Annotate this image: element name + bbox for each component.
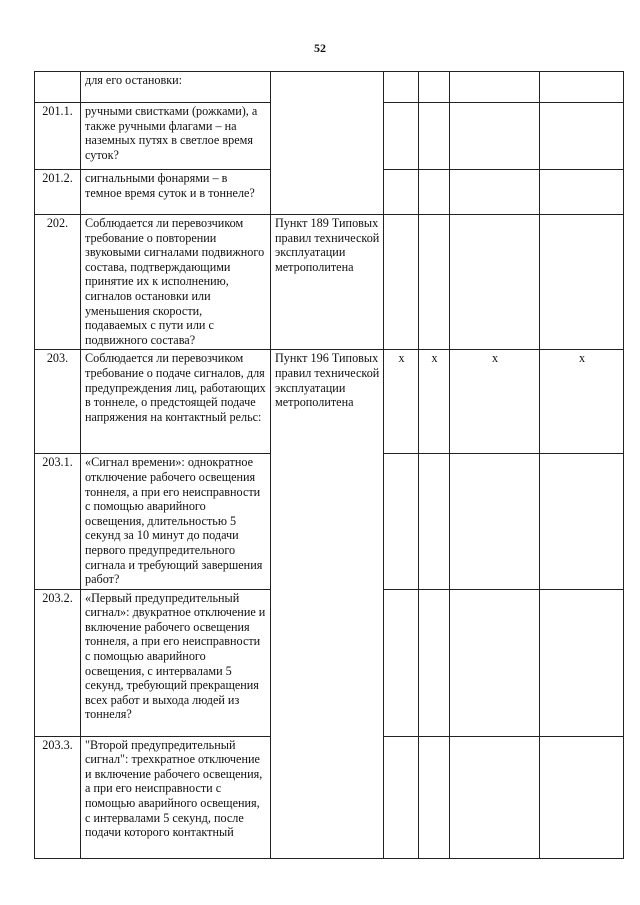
norm-reference — [271, 72, 384, 215]
answer-cell — [450, 215, 540, 350]
answer-cell — [419, 103, 450, 170]
note-cell — [540, 736, 624, 858]
answer-cell — [450, 736, 540, 858]
row-number: 203.2. — [35, 589, 81, 736]
answer-cell — [384, 736, 419, 858]
answer-cell — [419, 170, 450, 215]
answer-cell — [419, 72, 450, 103]
answer-cell — [384, 170, 419, 215]
row-number: 203. — [35, 350, 81, 454]
question-text: «Сигнал времени»: однократное отключение рабочего освещения тоннеля, а при его неисправности с помощью аварийного освещения, длительностью 5 секунд за 10 минут до подачи первого предупредительного сигнала и требующий завершения работ? — [81, 454, 271, 589]
norm-reference: Пункт 189 Типовых правил технической эксплуатации метрополитена — [271, 215, 384, 350]
answer-cell — [450, 170, 540, 215]
question-text: сигнальными фонарями – в темное время суток и в тоннеле? — [81, 170, 271, 215]
row-number: 201.2. — [35, 170, 81, 215]
note-cell — [540, 215, 624, 350]
row-number: 203.1. — [35, 454, 81, 589]
norm-reference: Пункт 196 Типовых правил технической эксплуатации метрополитена — [271, 350, 384, 858]
row-number: 201.1. — [35, 103, 81, 170]
answer-cell — [450, 103, 540, 170]
answer-cell: x — [450, 350, 540, 454]
answer-cell: x — [384, 350, 419, 454]
answer-cell — [419, 736, 450, 858]
table-row — [35, 72, 624, 103]
answer-cell — [384, 72, 419, 103]
answer-cell — [450, 72, 540, 103]
answer-cell: x — [419, 350, 450, 454]
answer-cell — [450, 454, 540, 589]
note-cell — [540, 103, 624, 170]
question-text: для его остановки: — [81, 72, 271, 103]
answer-cell — [419, 589, 450, 736]
question-text: ручными свистками (рожками), а также ручными флагами – на наземных путях в светлое время суток? — [81, 103, 271, 170]
note-cell — [540, 454, 624, 589]
checklist-table — [34, 71, 624, 859]
note-cell: x — [540, 350, 624, 454]
question-text: «Первый предупредительный сигнал»: двукратное отключение и включение рабочего освещения тоннеля, а при его неисправности с помощью аварийного освещения, с интервалами 5 секунд, требующий прекращения всех работ и выхода людей из тоннеля? — [81, 589, 271, 736]
table-row — [35, 350, 624, 454]
answer-cell — [384, 454, 419, 589]
note-cell — [540, 170, 624, 215]
table-row — [35, 215, 624, 350]
answer-cell — [384, 589, 419, 736]
answer-cell — [384, 215, 419, 350]
row-number — [35, 72, 81, 103]
answer-cell — [419, 215, 450, 350]
question-text: "Второй предупредительный сигнал": трехкратное отключение и включение рабочего освещения, а при его неисправности с помощью аварийного освещения, с интервалами 5 секунд, после подачи которого контактный — [81, 736, 271, 858]
page-number: 52 — [314, 41, 326, 55]
row-number: 203.3. — [35, 736, 81, 858]
question-text: Соблюдается ли перевозчиком требование о подаче сигналов, для предупреждения лиц, работающих в тоннеле, о предстоящей подаче напряжения на контактный рельс: — [81, 350, 271, 454]
note-cell — [540, 72, 624, 103]
answer-cell — [450, 589, 540, 736]
note-cell — [540, 589, 624, 736]
row-number: 202. — [35, 215, 81, 350]
answer-cell — [384, 103, 419, 170]
question-text: Соблюдается ли перевозчиком требование о повторении звуковыми сигналами подвижного состава, подтверждающими принятие их к исполнению, сигналов остановки или уменьшения скорости, подаваемых с пути или с подвижного состава? — [81, 215, 271, 350]
answer-cell — [419, 454, 450, 589]
